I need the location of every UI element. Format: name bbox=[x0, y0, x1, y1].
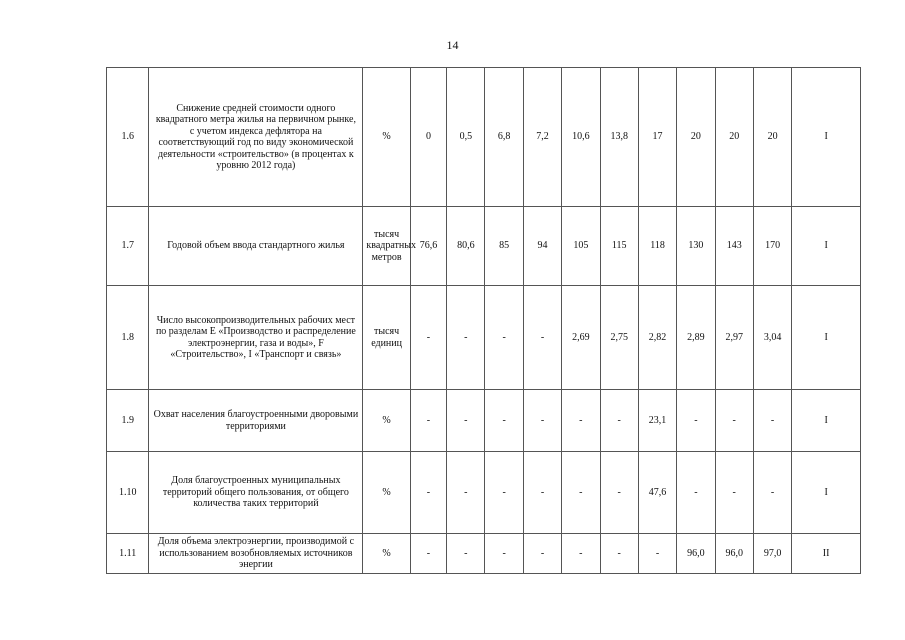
indicator-description: Число высокопроизводительных рабочих мест по разделам Е «Производство и распределение электроэнергии, газа и воды», F «Строительство», I «Транспорт и связь» bbox=[149, 286, 363, 390]
value-cell: 47,6 bbox=[638, 452, 676, 534]
table-row bbox=[107, 286, 861, 390]
value-cell: - bbox=[715, 452, 753, 534]
value-cell: 94 bbox=[523, 207, 561, 286]
value-cell: 3,04 bbox=[753, 286, 791, 390]
unit-cell: % bbox=[363, 390, 410, 452]
indicator-description: Охват населения благоустроенными дворовыми территориями bbox=[149, 390, 363, 452]
row-number: 1.9 bbox=[107, 390, 149, 452]
value-cell: 13,8 bbox=[600, 68, 638, 207]
value-cell: - bbox=[600, 452, 638, 534]
unit-cell: тысяч квадратных метров bbox=[363, 207, 410, 286]
value-cell: 23,1 bbox=[638, 390, 676, 452]
value-cell: - bbox=[447, 452, 485, 534]
indicator-description: Снижение средней стоимости одного квадратного метра жилья на первичном рынке, с учетом индекса дефлятора на соответствующий год по виду экономической деятельности «строительство» (в процентах к уровню 2012 года) bbox=[149, 68, 363, 207]
value-cell: 115 bbox=[600, 207, 638, 286]
value-cell: - bbox=[485, 452, 523, 534]
row-number: 1.8 bbox=[107, 286, 149, 390]
value-cell: 2,75 bbox=[600, 286, 638, 390]
table-row bbox=[107, 68, 861, 207]
value-cell: - bbox=[410, 534, 446, 574]
value-cell: - bbox=[410, 452, 446, 534]
value-cell: - bbox=[638, 534, 676, 574]
row-number: 1.7 bbox=[107, 207, 149, 286]
unit-cell: тысяч единиц bbox=[363, 286, 410, 390]
value-cell: - bbox=[600, 534, 638, 574]
row-number: 1.6 bbox=[107, 68, 149, 207]
category-cell: I bbox=[792, 286, 861, 390]
value-cell: - bbox=[410, 390, 446, 452]
value-cell: 2,97 bbox=[715, 286, 753, 390]
value-cell: - bbox=[485, 390, 523, 452]
value-cell: 96,0 bbox=[677, 534, 715, 574]
value-cell: 0,5 bbox=[447, 68, 485, 207]
value-cell: - bbox=[677, 390, 715, 452]
table-row bbox=[107, 390, 861, 452]
value-cell: - bbox=[410, 286, 446, 390]
value-cell: 170 bbox=[753, 207, 791, 286]
value-cell: 17 bbox=[638, 68, 676, 207]
value-cell: 130 bbox=[677, 207, 715, 286]
value-cell: 6,8 bbox=[485, 68, 523, 207]
value-cell: - bbox=[562, 534, 600, 574]
value-cell: - bbox=[753, 390, 791, 452]
indicator-description: Доля объема электроэнергии, производимой с использованием возобновляемых источников энергии bbox=[149, 534, 363, 574]
value-cell: - bbox=[753, 452, 791, 534]
value-cell: - bbox=[523, 286, 561, 390]
value-cell: 80,6 bbox=[447, 207, 485, 286]
category-cell: II bbox=[792, 534, 861, 574]
category-cell: I bbox=[792, 207, 861, 286]
value-cell: - bbox=[523, 534, 561, 574]
category-cell: I bbox=[792, 68, 861, 207]
value-cell: 20 bbox=[677, 68, 715, 207]
value-cell: - bbox=[600, 390, 638, 452]
row-number: 1.10 bbox=[107, 452, 149, 534]
table-row bbox=[107, 534, 861, 574]
indicator-description: Доля благоустроенных муниципальных территорий общего пользования, от общего количества таких территорий bbox=[149, 452, 363, 534]
value-cell: - bbox=[562, 452, 600, 534]
value-cell: - bbox=[715, 390, 753, 452]
value-cell: 105 bbox=[562, 207, 600, 286]
value-cell: - bbox=[447, 534, 485, 574]
table-row bbox=[107, 452, 861, 534]
value-cell: 20 bbox=[753, 68, 791, 207]
value-cell: - bbox=[562, 390, 600, 452]
value-cell: 76,6 bbox=[410, 207, 446, 286]
value-cell: 2,89 bbox=[677, 286, 715, 390]
unit-cell: % bbox=[363, 68, 410, 207]
value-cell: 2,82 bbox=[638, 286, 676, 390]
value-cell: 143 bbox=[715, 207, 753, 286]
value-cell: 0 bbox=[410, 68, 446, 207]
table-row bbox=[107, 207, 861, 286]
value-cell: - bbox=[677, 452, 715, 534]
value-cell: 97,0 bbox=[753, 534, 791, 574]
value-cell: 20 bbox=[715, 68, 753, 207]
value-cell: - bbox=[447, 286, 485, 390]
value-cell: - bbox=[485, 534, 523, 574]
unit-cell: % bbox=[363, 534, 410, 574]
value-cell: 96,0 bbox=[715, 534, 753, 574]
value-cell: - bbox=[485, 286, 523, 390]
value-cell: 118 bbox=[638, 207, 676, 286]
value-cell: - bbox=[447, 390, 485, 452]
value-cell: - bbox=[523, 390, 561, 452]
indicators-table bbox=[106, 67, 861, 574]
page-number: 14 bbox=[446, 38, 459, 52]
value-cell: 7,2 bbox=[523, 68, 561, 207]
indicator-description: Годовой объем ввода стандартного жилья bbox=[149, 207, 363, 286]
value-cell: 10,6 bbox=[562, 68, 600, 207]
row-number: 1.11 bbox=[107, 534, 149, 574]
unit-cell: % bbox=[363, 452, 410, 534]
value-cell: - bbox=[523, 452, 561, 534]
value-cell: 2,69 bbox=[562, 286, 600, 390]
category-cell: I bbox=[792, 390, 861, 452]
value-cell: 85 bbox=[485, 207, 523, 286]
category-cell: I bbox=[792, 452, 861, 534]
